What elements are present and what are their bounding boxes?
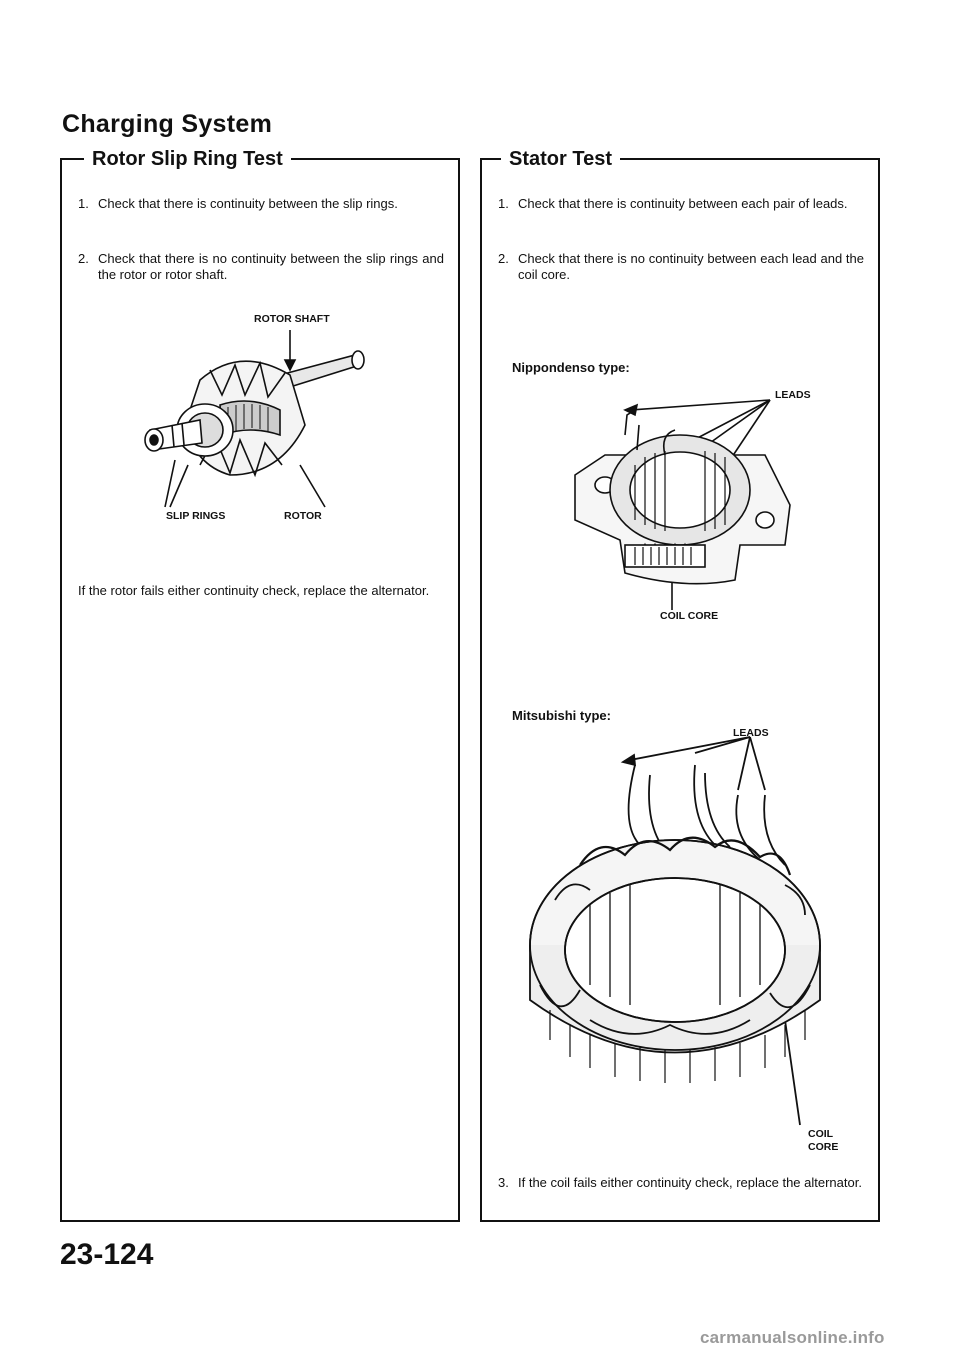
mitsubishi-leads-label: LEADS xyxy=(733,727,769,739)
nippondenso-leads-label: LEADS xyxy=(775,389,811,401)
mitsubishi-caption: Mitsubishi type: xyxy=(512,708,611,723)
step-text: Check that there is no continuity between each lead and the coil core. xyxy=(518,251,864,282)
stator-step-3 xyxy=(498,1175,864,1209)
watermark-link[interactable]: carmanualsonline.info xyxy=(700,1328,885,1347)
slip-rings-label: SLIP RINGS xyxy=(166,510,226,522)
step-text: Check that there is no continuity between the slip rings and the rotor or rotor shaft. xyxy=(98,251,444,282)
rotor-shaft-label: ROTOR SHAFT xyxy=(254,313,330,325)
nippondenso-caption: Nippondenso type: xyxy=(512,360,630,375)
mitsubishi-core-label: CORE xyxy=(808,1141,839,1153)
step-number: 2. xyxy=(78,251,89,266)
mitsubishi-stator-illustration xyxy=(520,735,830,1115)
rotor-step-1 xyxy=(78,196,444,230)
step-number: 3. xyxy=(498,1175,509,1190)
rotor-illustration xyxy=(130,325,380,510)
step-text: Check that there is continuity between the slip rings. xyxy=(98,196,398,211)
nippondenso-stator-illustration xyxy=(565,395,795,610)
stator-test-title: Stator Test xyxy=(501,147,620,171)
nippondenso-coil-core-label: COIL CORE xyxy=(660,610,719,622)
page-title: Charging System xyxy=(62,110,273,138)
step-text: If the coil fails either continuity check, replace the alternator. xyxy=(518,1175,862,1190)
page-number: 23-124 xyxy=(60,1238,154,1271)
step-number: 1. xyxy=(498,196,509,211)
stator-step-2 xyxy=(498,251,864,285)
step-number: 2. xyxy=(498,251,509,266)
mitsubishi-coil-label: COIL xyxy=(808,1128,834,1140)
stator-step-1 xyxy=(498,196,864,230)
rotor-slip-ring-title: Rotor Slip Ring Test xyxy=(84,147,291,171)
rotor-label: ROTOR xyxy=(284,510,322,522)
step-number: 1. xyxy=(78,196,89,211)
rotor-step-2 xyxy=(78,251,444,285)
rotor-note: If the rotor fails either continuity check, replace the alternator. xyxy=(78,583,430,598)
step-text: Check that there is continuity between each pair of leads. xyxy=(518,196,848,211)
